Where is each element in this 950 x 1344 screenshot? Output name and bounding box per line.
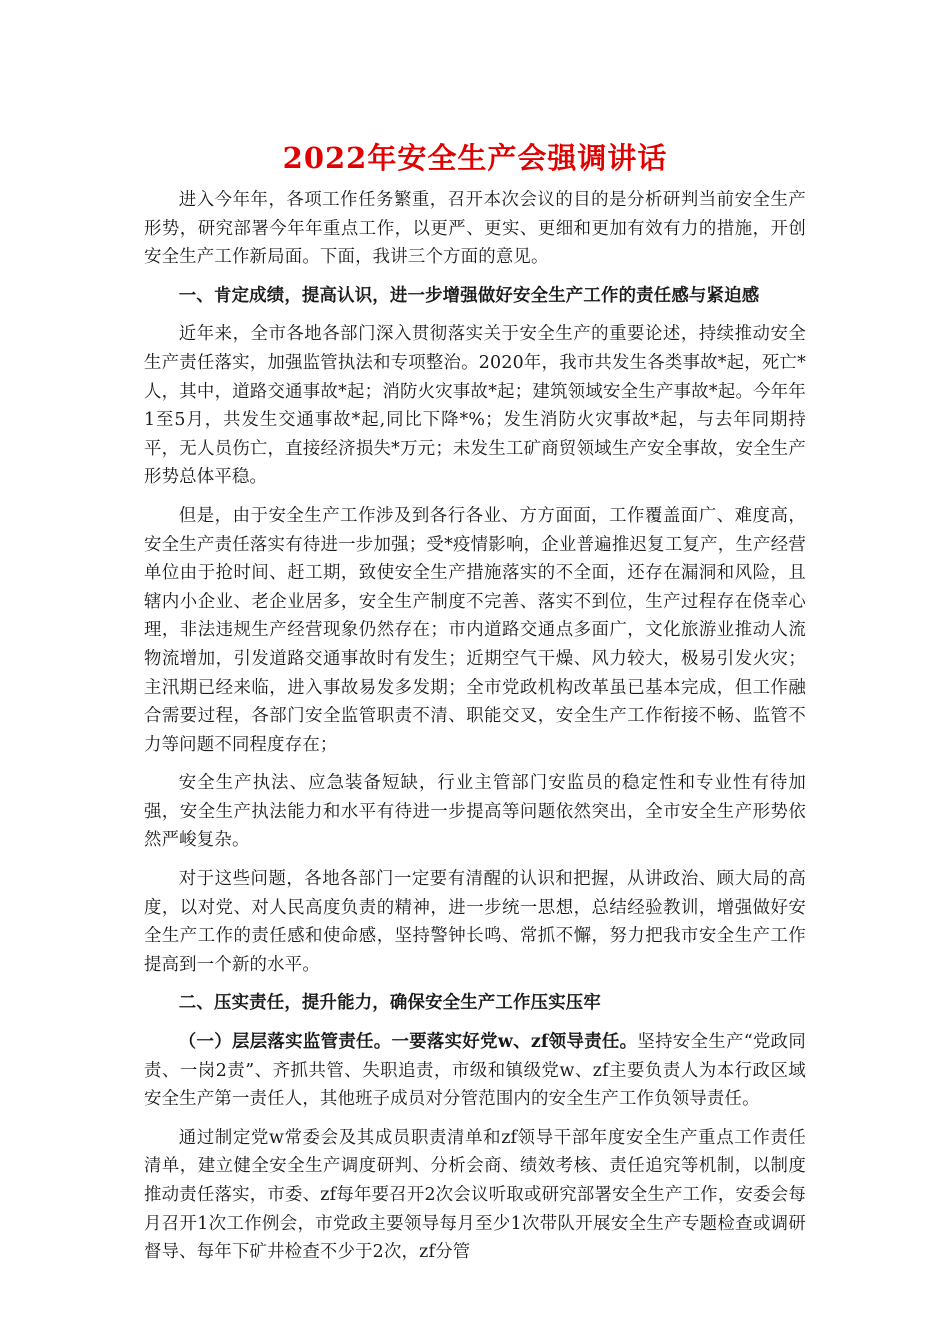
document-page <box>144 138 806 1277</box>
section-1-paragraph-3: 安全生产执法、应急装备短缺，行业主管部门安监员的稳定性和专业性有待加强，安全生产执法能力和水平有待进一步提高等问题依然突出，全市安全生产形势依然严峻复杂。 <box>144 773 806 851</box>
document-title: 2022年安全生产会强调讲话 <box>282 141 668 175</box>
intro-paragraph: 进入今年年，各项工作任务繁重，召开本次会议的目的是分析研判当前安全生产形势，研究部署今年年重点工作，以更严、更实、更细和更加有效有力的措施，开创安全生产工作新局面。下面，我讲三个方面的意见。 <box>144 190 806 268</box>
section-2-paragraph-2: 通过制定党w常委会及其成员职责清单和zf领导干部年度安全生产重点工作责任清单，建立健全安全生产调度研判、分析会商、绩效考核、责任追究等机制，以制度推动责任落实，市委、zf每年要召开2次会议听取或研究部署安全生产工作，安委会每月召开1次工作例会，市党政主要领导每月至少1次带队开展安全生产专题检查或调研督导、每年下矿井检查不少于2次，zf分管 <box>144 1127 806 1263</box>
section-1-heading: 一、肯定成绩，提高认识，进一步增强做好安全生产工作的责任感与紧迫感 <box>178 285 760 306</box>
section-2-paragraph-1 <box>144 1028 806 1114</box>
section-1-paragraph-4: 对于这些问题，各地各部门一定要有清醒的认识和把握，从讲政治、顾大局的高度，以对党、对人民高度负责的精神，进一步统一思想，总结经验教训，增强做好安全生产工作的责任感和使命感，坚持警钟长鸣、常抓不懈，努力把我市安全生产工作提高到一个新的水平。 <box>144 869 806 975</box>
section-2-heading: 二、压实责任，提升能力，确保安全生产工作压实压牢 <box>178 993 601 1014</box>
section-1-paragraph-2: 但是，由于安全生产工作涉及到各行各业、方方面面，工作覆盖面广、难度高，安全生产责任落实有待进一步加强；受*疫情影响，企业普遍推迟复工复产，生产经营单位由于抢时间、赶工期，致使安全生产措施落实的不全面，还存在漏洞和风险，且辖内小企业、老企业居多，安全生产制度不完善、落实不到位，生产过程存在侥幸心理，非法违规生产经营现象仍然存在；市内道路交通点多面广，文化旅游业推动人流物流增加，引发道路交通事故时有发生；近期空气干燥、风力较大，极易引发火灾；主汛期已经来临，进入事故易发多发期；全市党政机构改革虽已基本完成，但工作融合需要过程，各部门安全监管职责不清、职能交叉，安全生产工作衔接不畅、监管不力等问题不同程度存在； <box>144 505 806 755</box>
section-1-paragraph-1: 近年来，全市各地各部门深入贯彻落实关于安全生产的重要论述，持续推动安全生产责任落实，加强监管执法和专项整治。2020年，我市共发生各类事故*起，死亡*人，其中，道路交通事故*起；消防火灾事故*起；建筑领域安全生产事故*起。今年年1至5月，共发生交通事故*起,同比下降*%；发生消防火灾事故*起，与去年同期持平，无人员伤亡，直接经济损失*万元；未发生工矿商贸领域生产安全事故，安全生产形势总体平稳。 <box>144 324 806 488</box>
section-2-paragraph-1-body: 坚持安全生产“党政同责、一岗2责”、齐抓共管、失职追责，市级和镇级党w、zf主要负责人为本行政区域安全生产第一责任人，其他班子成员对分管范围内的安全生产工作负领导责任。 <box>144 1032 806 1110</box>
section-2-paragraph-1-lead: （一）层层落实监管责任。一要落实好党w、zf领导责任。 <box>178 1032 638 1053</box>
